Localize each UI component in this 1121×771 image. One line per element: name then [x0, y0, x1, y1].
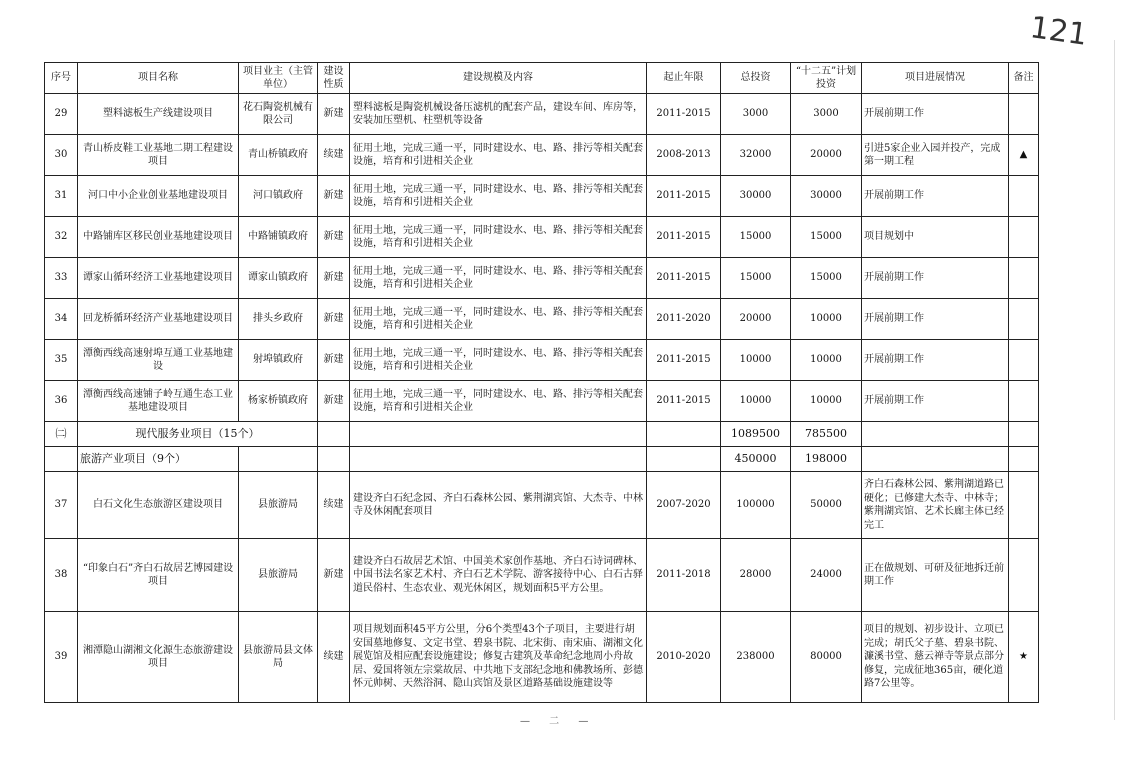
row-plan: 10000 [791, 340, 862, 381]
row-note: ▲ [1009, 135, 1039, 176]
row-progress: 项目规划中 [862, 217, 1009, 258]
table-row [45, 176, 1039, 217]
row-nature: 新建 [318, 340, 350, 381]
row-total: 10000 [721, 340, 791, 381]
row-plan: 50000 [791, 472, 862, 539]
row-name: 潭衡西线高速射埠互通工业基地建设 [78, 340, 239, 381]
row-owner: 县旅游局县文体局 [239, 612, 318, 703]
table-row [45, 340, 1039, 381]
row-total: 3000 [721, 94, 791, 135]
row-nature: 新建 [318, 539, 350, 612]
row-note [1009, 176, 1039, 217]
row-scale: 征用土地，完成三通一平，同时建设水、电、路、排污等相关配套设施，培育和引进相关企业 [350, 176, 647, 217]
table-row [45, 299, 1039, 340]
row-total: 10000 [721, 381, 791, 422]
row-years: 2011-2015 [647, 340, 721, 381]
section-plan: 198000 [791, 447, 862, 472]
row-total: 238000 [721, 612, 791, 703]
row-progress: 开展前期工作 [862, 299, 1009, 340]
row-name: 塑料滤板生产线建设项目 [78, 94, 239, 135]
row-owner: 射埠镇政府 [239, 340, 318, 381]
row-scale: 征用土地，完成三通一平，同时建设水、电、路、排污等相关配套设施，培育和引进相关企业 [350, 340, 647, 381]
page-footer: — 二 — [520, 716, 597, 727]
row-progress: 正在做规划、可研及征地拆迁前期工作 [862, 539, 1009, 612]
row-scale: 项目规划面积45平方公里，分6个类型43个子项目，主要进行胡安国墓地修复、文定书堂、碧泉书院、北宋街、南宋庙、湖湘文化展览馆及相应配套设施建设；修复古建筑及革命纪念地周小舟故居、爱国将领左宗棠故居、中共地下支部纪念地和佛教场所、彭德怀元帅树、天然浴洞、隐山宾馆及景区道路基础设施建设等 [350, 612, 647, 703]
row-progress: 项目的规划、初步设计、立项已完成；胡氏父子墓、碧泉书院、濂溪书堂、慈云禅寺等景点部分修复，完成征地365亩，硬化道路7公里等。 [862, 612, 1009, 703]
row-years: 2010-2020 [647, 612, 721, 703]
row-years: 2011-2015 [647, 258, 721, 299]
row-scale: 征用土地，完成三通一平，同时建设水、电、路、排污等相关配套设施，培育和引进相关企业 [350, 258, 647, 299]
row-name: 白石文化生态旅游区建设项目 [78, 472, 239, 539]
row-note [1009, 94, 1039, 135]
table-row [45, 381, 1039, 422]
col-nature: 建设性质 [318, 63, 350, 94]
row-total: 15000 [721, 258, 791, 299]
project-table [44, 62, 1039, 703]
row-owner: 河口镇政府 [239, 176, 318, 217]
col-no: 序号 [45, 63, 78, 94]
row-note [1009, 472, 1039, 539]
row-nature: 新建 [318, 258, 350, 299]
row-total: 30000 [721, 176, 791, 217]
row-plan: 24000 [791, 539, 862, 612]
row-nature: 新建 [318, 299, 350, 340]
row-years: 2011-2015 [647, 217, 721, 258]
handwritten-page-number: 121 [1027, 10, 1090, 53]
row-total: 20000 [721, 299, 791, 340]
row-name: 湘潭隐山湖湘文化源生态旅游建设项目 [78, 612, 239, 703]
col-note: 备注 [1009, 63, 1039, 94]
row-no: 34 [45, 299, 78, 340]
row-years: 2011-2020 [647, 299, 721, 340]
table-row [45, 258, 1039, 299]
row-name: 青山桥皮鞋工业基地二期工程建设项目 [78, 135, 239, 176]
row-total: 28000 [721, 539, 791, 612]
row-owner: 县旅游局 [239, 472, 318, 539]
row-years: 2011-2015 [647, 381, 721, 422]
row-scale: 征用土地，完成三通一平，同时建设水、电、路、排污等相关配套设施，培育和引进相关企业 [350, 381, 647, 422]
row-no: 29 [45, 94, 78, 135]
row-total: 15000 [721, 217, 791, 258]
row-plan: 80000 [791, 612, 862, 703]
row-scale: 征用土地，完成三通一平，同时建设水、电、路、排污等相关配套设施，培育和引进相关企业 [350, 135, 647, 176]
table-row [45, 472, 1039, 539]
table-row [45, 612, 1039, 703]
table-row [45, 539, 1039, 612]
row-total: 100000 [721, 472, 791, 539]
row-note [1009, 539, 1039, 612]
table-row [45, 217, 1039, 258]
col-name: 项目名称 [78, 63, 239, 94]
row-plan: 3000 [791, 94, 862, 135]
section-plan: 785500 [791, 422, 862, 447]
row-name: 中路铺库区移民创业基地建设项目 [78, 217, 239, 258]
section-name: 现代服务业项目（15个） [78, 422, 318, 447]
row-no: 31 [45, 176, 78, 217]
section-no: ㈡ [45, 422, 78, 447]
table-row [45, 94, 1039, 135]
row-name: “印象白石”齐白石故居艺博园建设项目 [78, 539, 239, 612]
row-name: 河口中小企业创业基地建设项目 [78, 176, 239, 217]
col-owner: 项目业主（主管单位） [239, 63, 318, 94]
row-no: 37 [45, 472, 78, 539]
col-plan: “十二五”计划投资 [791, 63, 862, 94]
row-scale: 塑料滤板是陶瓷机械设备压滤机的配套产品，建设车间、库房等，安装加压塑机、柱塑机等设备 [350, 94, 647, 135]
row-owner: 杨家桥镇政府 [239, 381, 318, 422]
row-years: 2008-2013 [647, 135, 721, 176]
row-scale: 建设齐白石故居艺术馆、中国美术家创作基地、齐白石诗词碑林、中国书法名家艺术村、齐白石艺术学院、游客接待中心、白石古驿道民俗村、生态农业、观光休闲区，规划面积5平方公里。 [350, 539, 647, 612]
row-nature: 续建 [318, 612, 350, 703]
row-plan: 20000 [791, 135, 862, 176]
row-no: 35 [45, 340, 78, 381]
row-years: 2011-2018 [647, 539, 721, 612]
section-row-service [45, 422, 1039, 447]
section-total: 1089500 [721, 422, 791, 447]
row-plan: 15000 [791, 217, 862, 258]
row-nature: 新建 [318, 176, 350, 217]
row-no: 38 [45, 539, 78, 612]
row-owner: 中路铺镇政府 [239, 217, 318, 258]
row-note [1009, 381, 1039, 422]
row-plan: 30000 [791, 176, 862, 217]
row-scale: 征用土地，完成三通一平，同时建设水、电、路、排污等相关配套设施，培育和引进相关企业 [350, 217, 647, 258]
row-progress: 开展前期工作 [862, 340, 1009, 381]
row-nature: 新建 [318, 217, 350, 258]
section-row-tourism [45, 447, 1039, 472]
col-total: 总投资 [721, 63, 791, 94]
row-no: 32 [45, 217, 78, 258]
row-years: 2011-2015 [647, 94, 721, 135]
row-note [1009, 299, 1039, 340]
section-name: 旅游产业项目（9个） [78, 447, 239, 472]
row-owner: 花石陶瓷机械有限公司 [239, 94, 318, 135]
row-note: ★ [1009, 612, 1039, 703]
row-progress: 齐白石森林公园、紫荆湖道路已硬化；已修建大杰寺、中林寺；紫荆湖宾馆、艺术长廊主体已经完工 [862, 472, 1009, 539]
row-note [1009, 340, 1039, 381]
scan-edge-line [1114, 40, 1115, 720]
header-row [45, 63, 1039, 94]
row-no: 36 [45, 381, 78, 422]
row-no: 30 [45, 135, 78, 176]
row-plan: 10000 [791, 299, 862, 340]
row-name: 谭家山循环经济工业基地建设项目 [78, 258, 239, 299]
row-plan: 10000 [791, 381, 862, 422]
row-years: 2011-2015 [647, 176, 721, 217]
row-progress: 开展前期工作 [862, 258, 1009, 299]
row-scale: 征用土地，完成三通一平，同时建设水、电、路、排污等相关配套设施，培育和引进相关企业 [350, 299, 647, 340]
row-total: 32000 [721, 135, 791, 176]
row-no: 39 [45, 612, 78, 703]
row-progress: 引进5家企业入园并投产，完成第一期工程 [862, 135, 1009, 176]
row-scale: 建设齐白石纪念园、齐白石森林公园、紫荆湖宾馆、大杰寺、中林寺及休闲配套项目 [350, 472, 647, 539]
col-years: 起止年限 [647, 63, 721, 94]
table-row [45, 135, 1039, 176]
row-nature: 续建 [318, 472, 350, 539]
row-progress: 开展前期工作 [862, 176, 1009, 217]
row-nature: 续建 [318, 135, 350, 176]
row-owner: 县旅游局 [239, 539, 318, 612]
row-note [1009, 258, 1039, 299]
row-name: 潭衡西线高速铺子岭互通生态工业基地建设项目 [78, 381, 239, 422]
row-name: 回龙桥循环经济产业基地建设项目 [78, 299, 239, 340]
col-scale: 建设规模及内容 [350, 63, 647, 94]
row-owner: 谭家山镇政府 [239, 258, 318, 299]
row-nature: 新建 [318, 94, 350, 135]
row-progress: 开展前期工作 [862, 94, 1009, 135]
row-no: 33 [45, 258, 78, 299]
section-total: 450000 [721, 447, 791, 472]
row-plan: 15000 [791, 258, 862, 299]
row-owner: 排头乡政府 [239, 299, 318, 340]
row-nature: 新建 [318, 381, 350, 422]
row-years: 2007-2020 [647, 472, 721, 539]
row-note [1009, 217, 1039, 258]
col-progress: 项目进展情况 [862, 63, 1009, 94]
row-owner: 青山桥镇政府 [239, 135, 318, 176]
row-progress: 开展前期工作 [862, 381, 1009, 422]
